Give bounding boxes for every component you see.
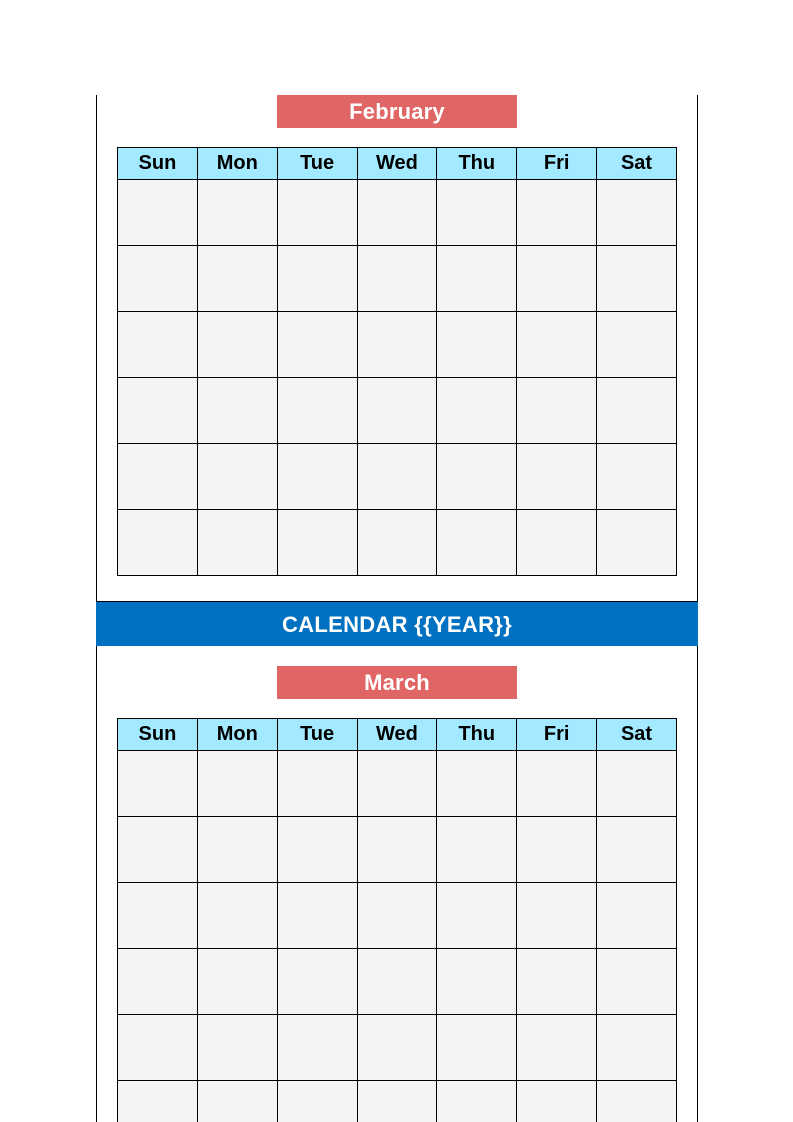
day-cell-wed xyxy=(357,949,437,1015)
day-cell-tue xyxy=(277,751,357,817)
day-cell-mon xyxy=(197,883,277,949)
day-cell-tue xyxy=(277,1015,357,1081)
february-weeks xyxy=(118,180,677,576)
day-cell-mon xyxy=(197,949,277,1015)
weekday-header-thu: Thu xyxy=(437,719,517,751)
day-cell-sun xyxy=(118,444,198,510)
day-cell-sun xyxy=(118,883,198,949)
day-cell-fri xyxy=(517,180,597,246)
day-cell-sat xyxy=(597,1015,677,1081)
day-cell-tue xyxy=(277,180,357,246)
day-cell-fri xyxy=(517,312,597,378)
day-cell-fri xyxy=(517,378,597,444)
month-title-march: March xyxy=(277,666,517,699)
february-calendar-grid xyxy=(117,147,677,576)
day-cell-sun xyxy=(118,1081,198,1122)
day-cell-tue xyxy=(277,1081,357,1122)
day-cell-mon xyxy=(197,510,277,576)
day-cell-tue xyxy=(277,883,357,949)
weekday-header-mon: Mon xyxy=(197,148,277,180)
day-cell-thu xyxy=(437,949,517,1015)
day-cell-tue xyxy=(277,444,357,510)
day-cell-sun xyxy=(118,246,198,312)
day-cell-mon xyxy=(197,180,277,246)
day-cell-tue xyxy=(277,817,357,883)
day-cell-wed xyxy=(357,817,437,883)
day-cell-fri xyxy=(517,883,597,949)
weekday-header-tue: Tue xyxy=(277,148,357,180)
day-cell-sun xyxy=(118,817,198,883)
calendar-year-banner: CALENDAR {{YEAR}} xyxy=(96,601,698,646)
day-cell-thu xyxy=(437,883,517,949)
weekday-header-sat: Sat xyxy=(597,148,677,180)
day-cell-wed xyxy=(357,180,437,246)
weekday-header-mon: Mon xyxy=(197,719,277,751)
day-cell-wed xyxy=(357,510,437,576)
month-title-february: February xyxy=(277,95,517,128)
weekday-header-wed: Wed xyxy=(357,719,437,751)
day-cell-sat xyxy=(597,510,677,576)
day-cell-thu xyxy=(437,246,517,312)
day-cell-sun xyxy=(118,1015,198,1081)
day-cell-sat xyxy=(597,312,677,378)
week-row xyxy=(118,817,677,883)
day-cell-sat xyxy=(597,444,677,510)
day-cell-thu xyxy=(437,378,517,444)
weekday-header-sun: Sun xyxy=(118,719,198,751)
day-cell-sun xyxy=(118,510,198,576)
day-cell-mon xyxy=(197,378,277,444)
day-cell-thu xyxy=(437,180,517,246)
week-row xyxy=(118,949,677,1015)
week-row xyxy=(118,751,677,817)
weekday-header-fri: Fri xyxy=(517,719,597,751)
day-cell-mon xyxy=(197,751,277,817)
weekday-header-sat: Sat xyxy=(597,719,677,751)
day-cell-mon xyxy=(197,312,277,378)
week-row xyxy=(118,312,677,378)
day-cell-mon xyxy=(197,817,277,883)
weekday-header-tue: Tue xyxy=(277,719,357,751)
day-cell-wed xyxy=(357,1081,437,1122)
day-cell-thu xyxy=(437,444,517,510)
day-cell-tue xyxy=(277,378,357,444)
week-row xyxy=(118,246,677,312)
weekday-header-fri: Fri xyxy=(517,148,597,180)
week-row xyxy=(118,378,677,444)
weekday-header-thu: Thu xyxy=(437,148,517,180)
day-cell-sun xyxy=(118,751,198,817)
day-cell-thu xyxy=(437,1015,517,1081)
week-row xyxy=(118,180,677,246)
day-cell-mon xyxy=(197,1081,277,1122)
day-cell-thu xyxy=(437,312,517,378)
day-cell-sat xyxy=(597,1081,677,1122)
day-cell-wed xyxy=(357,444,437,510)
day-cell-fri xyxy=(517,1015,597,1081)
day-cell-mon xyxy=(197,1015,277,1081)
weekday-header-wed: Wed xyxy=(357,148,437,180)
day-cell-mon xyxy=(197,444,277,510)
day-cell-sat xyxy=(597,949,677,1015)
day-cell-thu xyxy=(437,751,517,817)
march-weeks xyxy=(118,751,677,1122)
day-cell-sat xyxy=(597,180,677,246)
week-row xyxy=(118,444,677,510)
weekday-header-row xyxy=(118,719,677,751)
day-cell-wed xyxy=(357,751,437,817)
day-cell-sat xyxy=(597,751,677,817)
day-cell-tue xyxy=(277,246,357,312)
week-row xyxy=(118,883,677,949)
day-cell-sat xyxy=(597,378,677,444)
week-row xyxy=(118,1081,677,1122)
day-cell-fri xyxy=(517,510,597,576)
day-cell-wed xyxy=(357,378,437,444)
day-cell-wed xyxy=(357,1015,437,1081)
march-calendar-grid xyxy=(117,718,677,1122)
day-cell-sat xyxy=(597,883,677,949)
day-cell-sat xyxy=(597,246,677,312)
day-cell-tue xyxy=(277,312,357,378)
day-cell-fri xyxy=(517,949,597,1015)
day-cell-thu xyxy=(437,510,517,576)
day-cell-sun xyxy=(118,378,198,444)
week-row xyxy=(118,510,677,576)
week-row xyxy=(118,1015,677,1081)
day-cell-fri xyxy=(517,246,597,312)
weekday-header-sun: Sun xyxy=(118,148,198,180)
day-cell-mon xyxy=(197,246,277,312)
day-cell-tue xyxy=(277,949,357,1015)
day-cell-thu xyxy=(437,1081,517,1122)
day-cell-tue xyxy=(277,510,357,576)
day-cell-fri xyxy=(517,751,597,817)
day-cell-thu xyxy=(437,817,517,883)
weekday-header-row xyxy=(118,148,677,180)
day-cell-wed xyxy=(357,312,437,378)
day-cell-sun xyxy=(118,180,198,246)
day-cell-sun xyxy=(118,949,198,1015)
day-cell-fri xyxy=(517,444,597,510)
day-cell-fri xyxy=(517,817,597,883)
day-cell-wed xyxy=(357,883,437,949)
day-cell-fri xyxy=(517,1081,597,1122)
day-cell-sat xyxy=(597,817,677,883)
day-cell-sun xyxy=(118,312,198,378)
day-cell-wed xyxy=(357,246,437,312)
